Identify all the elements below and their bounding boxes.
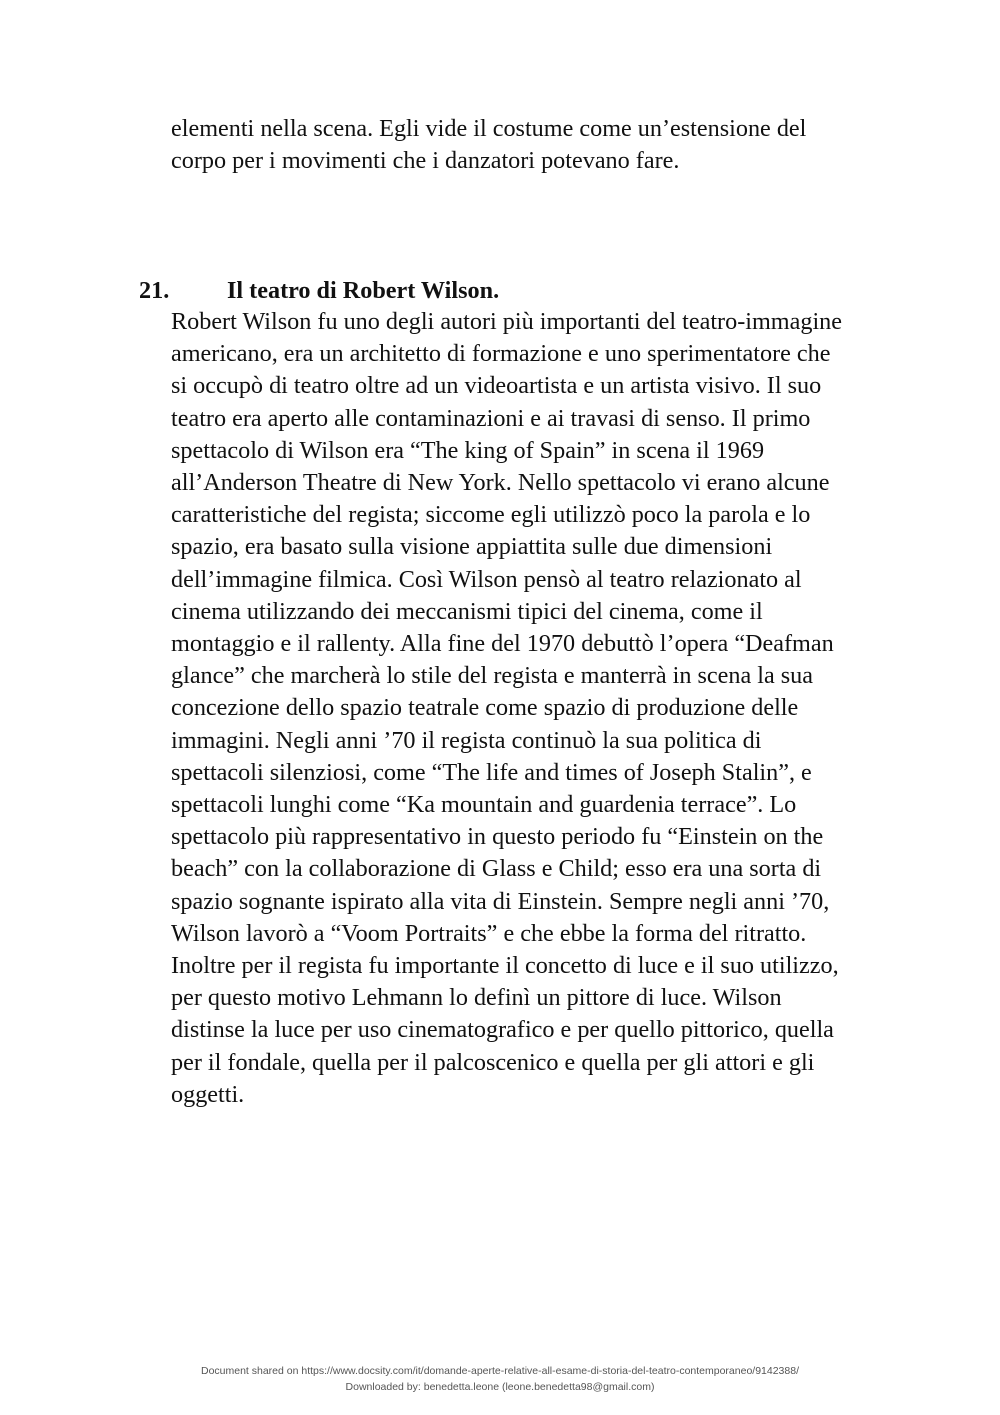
paragraph-line: glance” che marcherà lo stile del regista e manterrà in scena la sua xyxy=(171,662,813,690)
paragraph-line: spettacolo più rappresentativo in questo periodo fu “Einstein on the xyxy=(171,823,824,851)
paragraph-line: cinema utilizzando dei meccanismi tipici del cinema, come il xyxy=(171,597,763,625)
paragraph-line: montaggio e il rallenty. Alla fine del 1970 debuttò l’opera “Deafman xyxy=(171,630,834,658)
paragraph-line: Inoltre per il regista fu importante il concetto di luce e il suo utilizzo, xyxy=(171,952,839,980)
paragraph-line: all’Anderson Theatre di New York. Nello spettacolo vi erano alcune xyxy=(171,469,830,497)
paragraph-line: per questo motivo Lehmann lo definì un pittore di luce. Wilson xyxy=(171,984,782,1012)
paragraph-line: americano, era un architetto di formazione e uno sperimentatore che xyxy=(171,340,831,368)
section-number: 21. xyxy=(139,277,170,304)
section-title: Il teatro di Robert Wilson. xyxy=(227,277,500,304)
paragraph-line: corpo per i movimenti che i danzatori potevano fare. xyxy=(171,147,680,175)
paragraph-line: si occupò di teatro oltre ad un videoartista e un artista visivo. Il suo xyxy=(171,372,822,400)
paragraph-line: spettacoli silenziosi, come “The life and times of Joseph Stalin”, e xyxy=(171,758,812,786)
paragraph-line: beach” con la collaborazione di Glass e Child; esso era una sorta di xyxy=(171,855,822,883)
paragraph-line: oggetti. xyxy=(171,1080,245,1108)
paragraph-line: spazio sognante ispirato alla vita di Einstein. Sempre negli anni ’70, xyxy=(171,887,830,915)
paragraph-line: spettacolo di Wilson era “The king of Spain” in scena il 1969 xyxy=(171,436,765,464)
intro-paragraph xyxy=(171,113,911,177)
paragraph-line: spazio, era basato sulla visione appiattita sulle due dimensioni xyxy=(171,533,773,561)
paragraph-line: spettacoli lunghi come “Ka mountain and guardenia terrace”. Lo xyxy=(171,791,797,819)
paragraph-line: teatro era aperto alle contaminazioni e ai travasi di senso. Il primo xyxy=(171,404,811,432)
paragraph-line: distinse la luce per uso cinematografico e per quello pittorico, quella xyxy=(171,1016,834,1044)
paragraph-line: dell’immagine filmica. Così Wilson pensò al teatro relazionato al xyxy=(171,565,802,593)
paragraph-line: concezione dello spazio teatrale come spazio di produzione delle xyxy=(171,694,799,722)
paragraph-line: Robert Wilson fu uno degli autori più importanti del teatro-immagine xyxy=(171,308,842,335)
section-heading xyxy=(139,275,499,307)
paragraph-line: caratteristiche del regista; siccome egli utilizzò poco la parola e lo xyxy=(171,501,811,529)
paragraph-line: elementi nella scena. Egli vide il costume come un’estensione del xyxy=(171,115,807,142)
paragraph-line: Wilson lavorò a “Voom Portraits” e che ebbe la forma del ritratto. xyxy=(171,919,807,947)
footer-shared-notice: Document shared on https://www.docsity.com/it/domande-aperte-relative-all-esame-di-storia-del-teatro-contemporaneo/9142388/ xyxy=(200,1365,799,1377)
paragraph-line: immagini. Negli anni ’70 il regista continuò la sua politica di xyxy=(171,726,762,754)
footer-download-notice: Downloaded by: benedetta.leone (leone.benedetta98@gmail.com) xyxy=(345,1381,655,1393)
paragraph-line: per il fondale, quella per il palcoscenico e quella per gli attori e gli xyxy=(171,1048,815,1076)
section-body xyxy=(171,306,911,1111)
